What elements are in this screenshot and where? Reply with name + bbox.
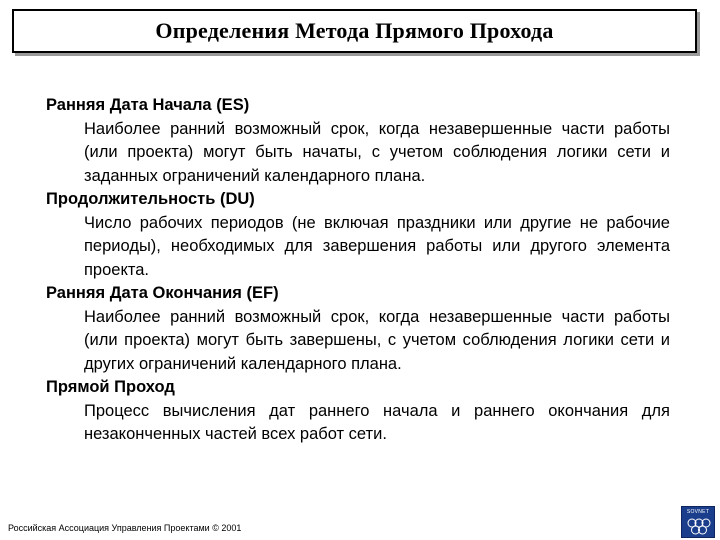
definition-term: Продолжительность (DU): [46, 190, 255, 208]
definition-item: [46, 282, 670, 376]
definition-text: Число рабочих периодов (не включая праздники или другие не рабочие периоды), необходимых для завершения работы или другого элемента проекта.: [84, 213, 670, 279]
title-box: [12, 9, 697, 53]
definition-text: Процесс вычисления дат раннего начала и раннего окончания для незаконченных частей всех работ сети.: [84, 401, 670, 443]
definition-item: [46, 94, 670, 188]
page-title: Определения Метода Прямого Прохода: [155, 18, 554, 43]
definition-text: Наиболее ранний возможный срок, когда незавершенные части работы (или проекта) могут быть завершены, с учетом соблюдения логики сети и других ограничений календарного плана.: [84, 307, 670, 373]
definition-term: Ранняя Дата Начала (ES): [46, 96, 250, 114]
definition-term: Прямой Проход: [46, 378, 175, 396]
sovnet-logo: [681, 506, 715, 538]
logo-text: SOVNET: [686, 509, 710, 515]
footer-copyright: Российская Ассоциация Управления Проектами © 2001: [8, 523, 242, 533]
definitions-list: [46, 94, 670, 447]
definition-item: [46, 376, 670, 447]
logo-rings-icon: [685, 517, 713, 537]
definition-text: Наиболее ранний возможный срок, когда незавершенные части работы (или проекта) могут быть начаты, с учетом соблюдения логики сети и заданных ограничений календарного плана.: [84, 119, 670, 185]
definition-item: [46, 188, 670, 282]
definition-term: Ранняя Дата Окончания (EF): [46, 284, 279, 302]
